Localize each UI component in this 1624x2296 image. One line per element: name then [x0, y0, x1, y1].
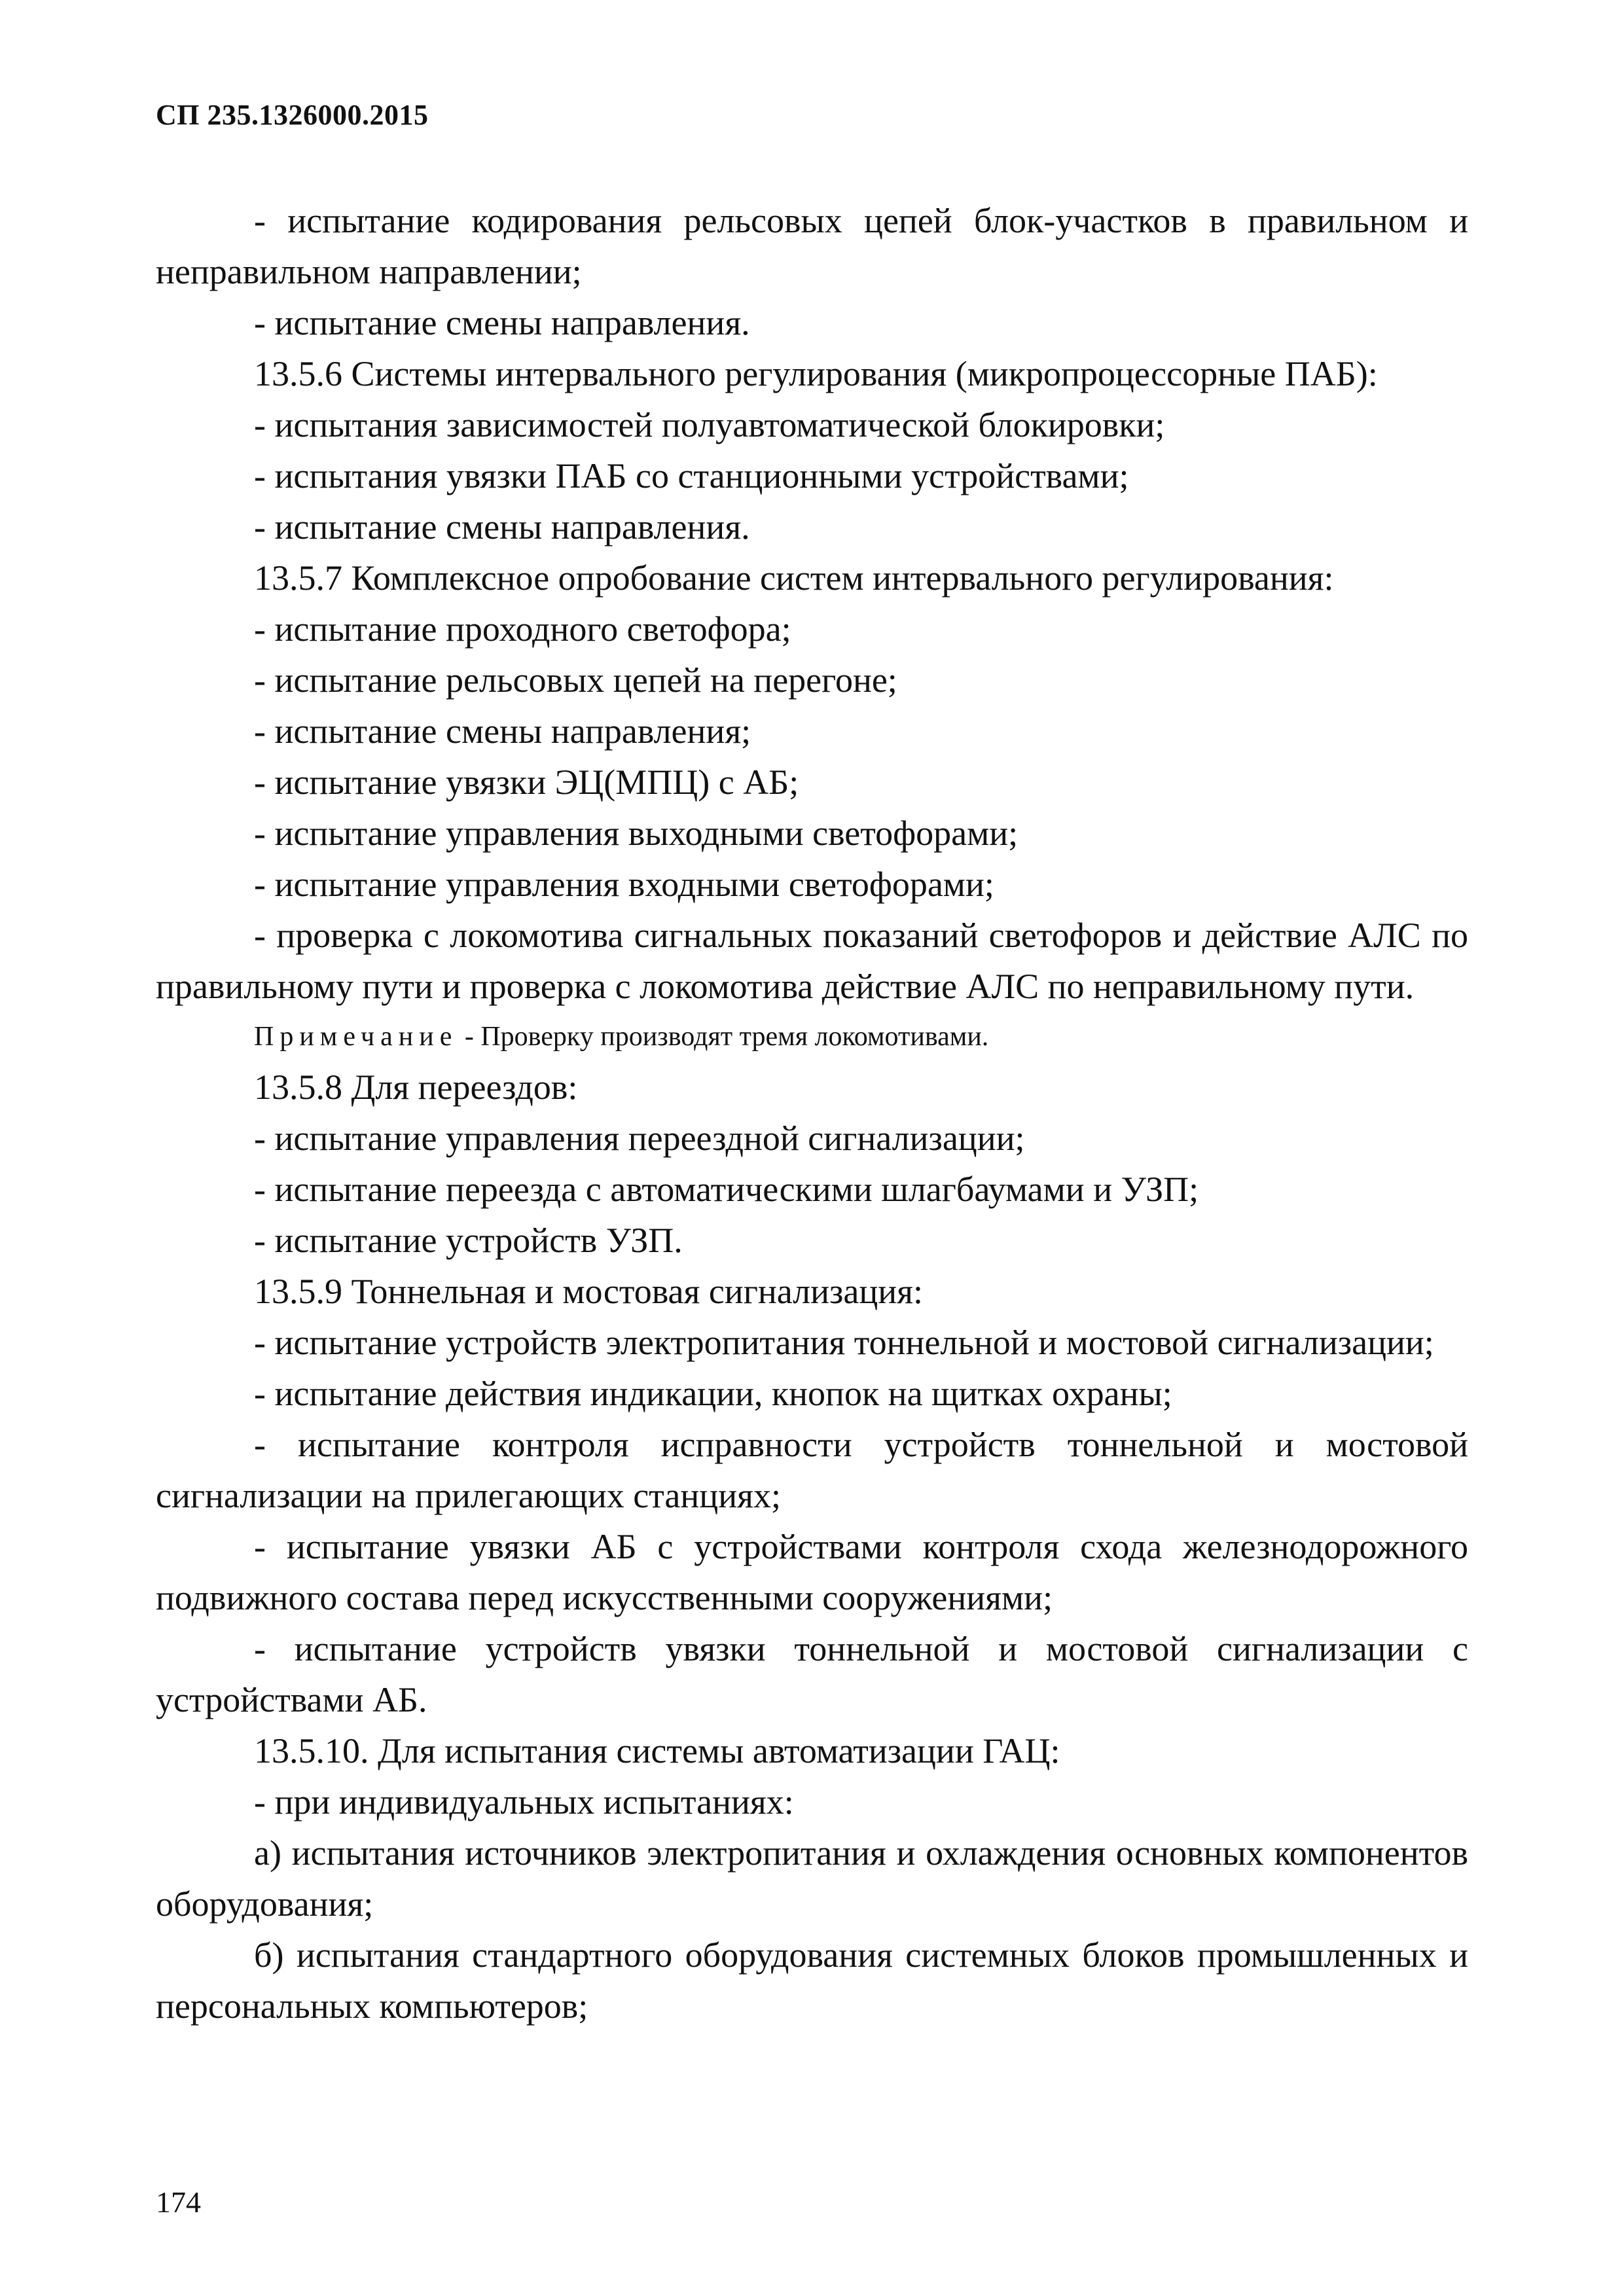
- paragraph-item: - испытание увязки ЭЦ(МПЦ) с АБ;: [254, 762, 799, 802]
- paragraph-item: - испытание проходного светофора;: [254, 609, 791, 649]
- section-heading-13-5-9: 13.5.9 Тоннельная и мостовая сигнализация:: [254, 1272, 923, 1311]
- paragraph-item: - испытание устройств увязки тоннельной и мостовой сигнализации с устройствами АБ.: [156, 1629, 1468, 1719]
- paragraph-item: - испытание устройств электропитания тоннельной и мостовой сигнализации;: [254, 1323, 1434, 1362]
- paragraph-item: - при индивидуальных испытаниях:: [254, 1782, 794, 1821]
- paragraph-item: - испытание управления выходными светофорами;: [254, 814, 1019, 853]
- document-code-header: СП 235.1326000.2015: [156, 99, 429, 131]
- paragraph-item: - испытание управления переездной сигнализации;: [254, 1119, 1025, 1158]
- paragraph-item: - испытание смены направления.: [254, 507, 750, 547]
- note-text: Проверку производят тремя локомотивами.: [480, 1022, 989, 1052]
- paragraph-item: - испытание контроля исправности устройств тоннельной и мостовой сигнализации на прилегающих станциях;: [156, 1425, 1468, 1515]
- paragraph-item: - испытание переезда с автоматическими шлагбаумами и УЗП;: [254, 1170, 1199, 1209]
- paragraph-item: - испытания зависимостей полуавтоматической блокировки;: [254, 405, 1165, 444]
- paragraph-item: - испытание устройств УЗП.: [254, 1221, 683, 1260]
- note-label: Примечание: [254, 1022, 458, 1052]
- paragraph-item: - испытание смены направления;: [254, 711, 751, 751]
- paragraph-item: - испытание управления входными светофорами;: [254, 865, 994, 904]
- note-dash: -: [458, 1022, 481, 1052]
- section-heading-13-5-8: 13.5.8 Для переездов:: [254, 1067, 578, 1107]
- paragraph-item: - испытание смены направления.: [254, 303, 750, 342]
- paragraph-item: б) испытания стандартного оборудования системных блоков промышленных и персональных компьютеров;: [156, 1935, 1468, 2026]
- paragraph-item: - испытание рельсовых цепей на перегоне;: [254, 660, 897, 700]
- section-heading-13-5-7: 13.5.7 Комплексное опробование систем интервального регулирования:: [254, 558, 1334, 598]
- paragraph-item: - испытание действия индикации, кнопок на щитках охраны;: [254, 1374, 1172, 1413]
- page-number: 174: [156, 2185, 201, 2219]
- section-heading-13-5-10: 13.5.10. Для испытания системы автоматизации ГАЦ:: [254, 1731, 1060, 1770]
- document-body: [156, 195, 1468, 2032]
- paragraph-item: - проверка с локомотива сигнальных показаний светофоров и действие АЛС по правильному пути и проверка с локомотива действие АЛС по неправильному пути.: [156, 916, 1468, 1006]
- paragraph-item: - испытание увязки АБ с устройствами контроля схода железнодорожного подвижного состава перед искусственными сооружениями;: [156, 1527, 1468, 1617]
- paragraph-item: - испытание кодирования рельсовых цепей блок-участков в правильном и неправильном направлении;: [156, 201, 1468, 291]
- paragraph-item: а) испытания источников электропитания и охлаждения основных компонентов оборудования;: [156, 1833, 1468, 1924]
- section-heading-13-5-6: 13.5.6 Системы интервального регулирования (микропроцессорные ПАБ):: [254, 354, 1378, 393]
- paragraph-item: - испытания увязки ПАБ со станционными устройствами;: [254, 456, 1129, 495]
- note: [156, 1012, 1468, 1062]
